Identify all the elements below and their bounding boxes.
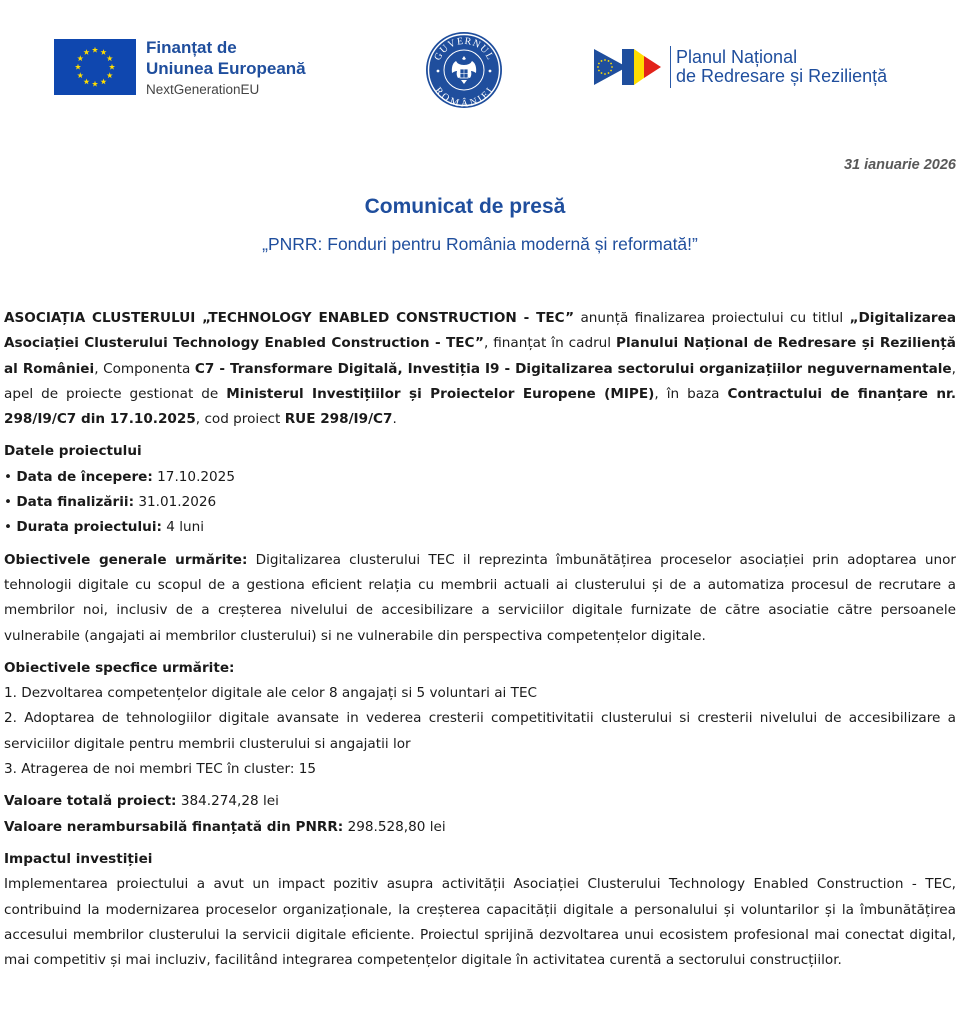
specific-objective-item: 3. Atragerea de noi membri TEC în cluster: 15 [4,761,317,778]
intro-text-run: , cod proiect [195,411,285,428]
total-value: 384.274,28 lei [176,793,279,810]
intro-text-run: , Componenta [94,360,195,377]
intro-text-run: anunță finalizarea proiectului cu titlul [574,310,850,326]
bullet: • [4,494,13,511]
end-date-label: Data finalizării: [16,494,135,511]
pnrr-star-icon [608,60,610,62]
pnrr-star-icon [610,63,612,65]
pnrr-star-icon [611,66,613,68]
bullet: • [4,468,13,485]
eu-star-icon [107,72,113,78]
press-release-date: 31 ianuarie 2026 [843,157,956,173]
page-title: Comunicat de presă [364,195,566,218]
specific-objective-item: 2. Adoptarea de tehnologiilor digitale avansate in vederea cresterii competitivitatii clusterului si cresterii nivelului de accesibilizare a serviciilor digitale pentru membrii clusterului si angajatii lor [4,710,956,752]
intro-text-run: . [392,411,397,428]
list-item [4,490,956,515]
intro-bold-run: RUE 298/I9/C7 [284,411,393,428]
eu-star-icon [109,64,115,70]
impact-paragraph: Implementarea proiectului a avut un impact pozitiv asupra activității Asociației Clusterului Technology Enabled Construction - TEC, contribuind la modernizarea proceselor organizaționale, la creșterea capacității digitale a personalului și voluntarilor și la îmbunătățirea accesului membrilor clusterului la servicii digitale eficiente. Proiectul sprijină dezvoltarea unui ecosistem profesional mai conectat digital, mai competitiv și mai incluziv, facilitând integrarea competențelor digitale în activitatea curentă a sectorului construcțiilor. [4,876,956,969]
eu-star-icon [75,64,81,70]
pnrr-star-icon [597,66,599,68]
intro-paragraph [4,306,956,432]
total-value-label: Valoare totală proiect: [4,793,177,810]
eu-star-icon [83,79,89,85]
seal-bottom-text: ROMÂNIEI [432,85,496,109]
project-data-heading: Datele proiectului [4,443,142,460]
eu-star-icon [92,81,98,87]
pnrr-arrows-icon [594,47,668,87]
government-seal-icon [425,31,503,109]
eu-star-icon [77,55,83,61]
bullet: • [4,519,13,536]
pnrr-logo [594,46,887,88]
grant-value-line [4,815,956,840]
duration-label: Durata proiectului: [16,519,162,536]
eu-star-icon [100,79,106,85]
intro-bold-run: „Digitalizarea Asociației Clusterului Technology Enabled Construction - TEC” [4,310,957,352]
duration-value: 4 luni [161,519,204,536]
eu-funding-logo [54,39,306,100]
intro-bold-run: Ministerul Investițiilor și Proiectelor Europene (MIPE) [226,385,655,402]
intro-text-run: , apel de proiecte gestionat de [4,360,956,402]
seal-top-text: GUVERNUL [432,35,496,63]
pnrr-star-icon [604,73,606,75]
eu-star-icon [92,47,98,53]
eu-star-icon [107,55,113,61]
project-data-list [4,465,956,541]
pnrr-star-icon [610,70,612,72]
intro-text-run: , în baza [654,385,728,402]
specific-objectives-heading: Obiectivele specfice urmărite: [4,659,235,676]
intro-bold-run: Contractului de finanțare nr. 298/I9/C7 din 17.10.2025 [4,385,956,428]
general-objectives-label: Obiectivele generale urmărite: [4,551,248,568]
pnrr-star-icon [598,63,600,65]
eu-star-icon [77,72,83,78]
intro-text-run: , finanțat în cadrul [483,335,617,352]
eu-funding-text [146,37,306,100]
pnrr-divider [670,46,671,88]
eu-star-icon [83,49,89,55]
list-item [4,515,956,540]
eu-logo-line1: Finanțat de [146,38,237,57]
pnrr-line2: de Redresare și Reziliență [676,66,888,86]
start-date-label: Data de începere: [16,468,153,485]
pnrr-star-icon [608,72,610,74]
start-date-value: 17.10.2025 [152,468,235,485]
grant-value: 298.528,80 lei [343,818,446,835]
general-objectives-paragraph [4,548,956,649]
general-objectives-text: Digitalizarea clusterului TEC il reprezinta îmbunătățirea proceselor asociației prin adoptarea unor tehnologii digitale cu scopul de a gestiona eficient relația cu membrii actuali ai clusterului și de a automatiza procesul de recrutare a membrilor noi, inclusiv de a creșterea nivelului de accesibilizare a serviciilor digitale furnizate de către asociatie către persoanele vulnerabile (angajati ai membrilor clusterului) si ne vulnerabile din perspectiva competențelor digitale. [4,551,956,644]
pnrr-star-icon [601,60,603,62]
total-value-line [4,789,956,814]
intro-bold-run: Planului Național de Redresare și Reziliență al României [4,335,956,377]
header-logos [0,0,960,120]
page-subtitle: „PNRR: Fonduri pentru România modernă și reformată!” [262,234,698,254]
list-item [4,465,956,490]
eu-logo-line3: NextGenerationEU [146,82,260,97]
eu-flag-icon [54,39,136,95]
pnrr-star-icon [598,70,600,72]
pnrr-text [676,48,887,86]
end-date-value: 31.01.2026 [134,494,217,511]
pnrr-line1: Planul Național [676,47,798,67]
eu-logo-line2: Uniunea Europeană [146,59,306,78]
eu-star-icon [100,49,106,55]
pnrr-star-icon [604,59,606,61]
press-release-body [4,306,956,973]
intro-bold-run: C7 - Transformare Digitală, Investiția I9 - Digitalizarea sectorului organizațiilor neguvernamentale [194,360,952,377]
impact-heading: Impactul investiției [4,850,153,867]
intro-bold-run: ASOCIAȚIA CLUSTERULUI „TECHNOLOGY ENABLED CONSTRUCTION - TEC” [4,310,575,326]
specific-objective-item: 1. Dezvoltarea competențelor digitale ale celor 8 angajați si 5 voluntari ai TEC [4,685,538,702]
pnrr-star-icon [601,72,603,74]
grant-value-label: Valoare nerambursabilă finanțată din PNRR: [4,818,344,835]
romanian-government-seal [425,31,503,109]
